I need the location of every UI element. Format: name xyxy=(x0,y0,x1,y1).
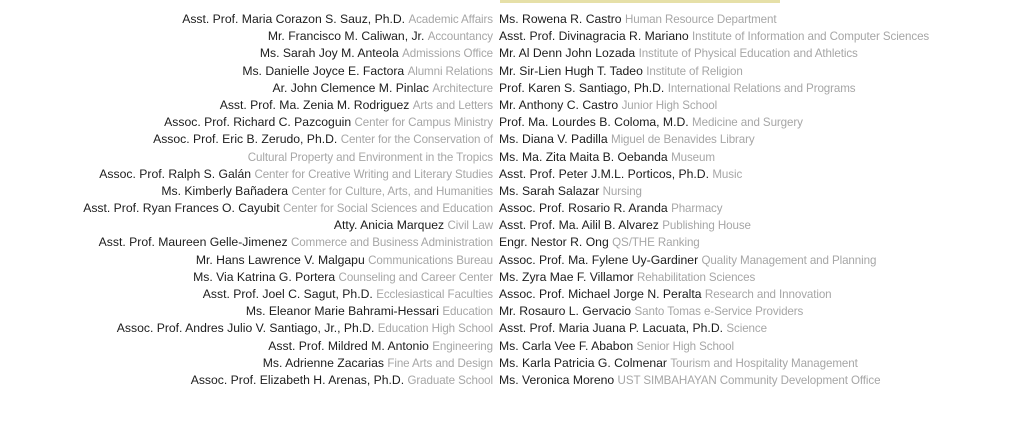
department-name: Ecclesiastical Faculties xyxy=(376,288,493,301)
department-name: Communications Bureau xyxy=(368,253,493,267)
directory-entry xyxy=(499,97,1019,114)
person-name: Ms. Kimberly Bañadera xyxy=(161,183,289,198)
directory-entry xyxy=(0,217,493,234)
department-name: Santo Tomas e-Service Providers xyxy=(634,305,804,319)
department-name: International Relations and Programs xyxy=(667,81,856,95)
person-name: Ms. Zyra Mae F. Villamor xyxy=(499,269,634,284)
department-name: Senior High School xyxy=(636,339,734,353)
directory-entry xyxy=(499,80,1019,97)
person-name: Ms. Rowena R. Castro xyxy=(499,12,622,26)
person-name: Assoc. Prof. Richard C. Pazcoguin xyxy=(164,115,352,130)
person-name: Ms. Sarah Salazar xyxy=(499,183,600,198)
department-name: Counseling and Career Center xyxy=(338,270,493,284)
directory-entry xyxy=(499,303,1019,320)
person-name: Asst. Prof. Joel C. Sagut, Ph.D. xyxy=(202,287,373,301)
directory-entry xyxy=(0,11,493,28)
person-name: Ar. John Clemence M. Pinlac xyxy=(272,80,429,95)
decorative-top-line xyxy=(500,0,780,3)
department-name: Nursing xyxy=(602,184,642,198)
department-name: Fine Arts and Design xyxy=(387,356,493,370)
directory-entry xyxy=(499,131,1019,148)
directory-entry xyxy=(499,355,1019,372)
person-name: Atty. Anicia Marquez xyxy=(333,218,445,233)
department-name: Human Resource Department xyxy=(624,13,777,26)
department-name: Tourism and Hospitality Management xyxy=(670,356,858,370)
person-name: Mr. Sir-Lien Hugh T. Tadeo xyxy=(499,63,643,78)
department-name: Music xyxy=(712,167,743,181)
department-name: Education High School xyxy=(377,322,493,336)
directory-entry xyxy=(499,286,1019,303)
directory-entry xyxy=(0,234,493,251)
department-name: Graduate School xyxy=(407,373,493,387)
person-name: Assoc. Prof. Andres Julio V. Santiago, Jr., Ph.D. xyxy=(116,321,375,336)
person-name: Asst. Prof. Ma. Zenia M. Rodriguez xyxy=(219,97,410,112)
directory-entry xyxy=(0,28,493,45)
department-name: Alumni Relations xyxy=(407,64,493,78)
directory-entry xyxy=(499,372,1019,389)
directory-entry xyxy=(0,114,493,131)
department-name: Miguel de Benavides Library xyxy=(611,133,755,147)
right-column xyxy=(499,11,1019,389)
directory-entry xyxy=(0,183,493,200)
department-name: Museum xyxy=(671,150,715,164)
directory-entry xyxy=(0,252,493,269)
directory-entry xyxy=(499,320,1019,337)
person-name: Assoc. Prof. Elizabeth H. Arenas, Ph.D. xyxy=(190,372,405,387)
directory-entry xyxy=(0,45,493,62)
department-name: Rehabilitation Sciences xyxy=(636,270,756,284)
directory-entry xyxy=(0,338,493,355)
person-name: Engr. Nestor R. Ong xyxy=(499,235,609,250)
person-name: Mr. Hans Lawrence V. Malgapu xyxy=(195,252,365,267)
person-name: Prof. Ma. Lourdes B. Coloma, M.D. xyxy=(499,115,689,130)
department-name: UST SIMBAHAYAN Community Development Office xyxy=(617,373,881,387)
department-name: Arts and Letters xyxy=(412,98,493,112)
department-name: Research and Innovation xyxy=(704,288,832,301)
department-name: Center for the Conservation of xyxy=(340,133,493,147)
person-name: Mr. Francisco M. Caliwan, Jr. xyxy=(267,29,425,44)
directory-entry xyxy=(499,114,1019,131)
person-name: Ms. Veronica Moreno xyxy=(499,372,615,387)
person-name: Asst. Prof. Divinagracia R. Mariano xyxy=(499,29,689,44)
department-name: Medicine and Surgery xyxy=(692,116,803,130)
department-name: Center for Social Sciences and Education xyxy=(283,202,493,216)
person-name: Ms. Adrienne Zacarias xyxy=(262,355,384,370)
department-name: Publishing House xyxy=(662,219,751,233)
department-name: Institute of Information and Computer Sciences xyxy=(692,30,930,44)
directory-entry xyxy=(499,63,1019,80)
person-name: Mr. Anthony C. Castro xyxy=(499,97,619,112)
directory-entry xyxy=(499,166,1019,183)
directory-entry xyxy=(499,217,1019,234)
directory-entry xyxy=(499,269,1019,286)
person-name: Asst. Prof. Ma. Ailil B. Alvarez xyxy=(499,218,659,233)
person-name: Ms. Carla Vee F. Ababon xyxy=(499,338,634,353)
department-name: Science xyxy=(726,322,767,336)
directory-entry xyxy=(0,131,493,148)
person-name: Mr. Al Denn John Lozada xyxy=(499,46,636,61)
person-name: Prof. Karen S. Santiago, Ph.D. xyxy=(499,80,665,95)
person-name: Assoc. Prof. Michael Jorge N. Peralta xyxy=(499,287,702,301)
directory-entry xyxy=(499,11,1019,28)
directory-entry xyxy=(0,320,493,337)
directory-entry xyxy=(0,97,493,114)
directory-entry xyxy=(0,372,493,389)
person-name: Ms. Karla Patricia G. Colmenar xyxy=(499,355,667,370)
department-name: Quality Management and Planning xyxy=(701,253,877,267)
directory-entry xyxy=(499,234,1019,251)
person-name: Ms. Danielle Joyce E. Factora xyxy=(242,63,405,78)
department-name: Commerce and Business Administration xyxy=(291,236,493,250)
person-name: Asst. Prof. Mildred M. Antonio xyxy=(268,338,429,353)
person-name: Ms. Ma. Zita Maita B. Oebanda xyxy=(499,149,668,164)
department-name: Junior High School xyxy=(621,98,718,112)
directory-entry xyxy=(0,286,493,303)
person-name: Asst. Prof. Maria Corazon S. Sauz, Ph.D. xyxy=(182,12,406,26)
department-name: Institute of Physical Education and Athletics xyxy=(638,47,858,61)
directory-entry xyxy=(499,200,1019,217)
left-column xyxy=(0,11,493,389)
person-name: Asst. Prof. Maureen Gelle-Jimenez xyxy=(98,235,288,250)
person-name: Assoc. Prof. Ralph S. Galán xyxy=(99,166,252,181)
department-name: Civil Law xyxy=(447,219,493,233)
person-name: Asst. Prof. Maria Juana P. Lacuata, Ph.D. xyxy=(499,321,724,336)
person-name: Assoc. Prof. Eric B. Zerudo, Ph.D. xyxy=(153,132,338,147)
person-name: Ms. Diana V. Padilla xyxy=(499,132,608,147)
person-name: Asst. Prof. Ryan Frances O. Cayubit xyxy=(83,201,280,216)
department-name: Institute of Religion xyxy=(646,64,743,78)
directory-entry xyxy=(0,355,493,372)
department-name: Accountancy xyxy=(427,30,493,44)
directory-entry xyxy=(0,149,493,166)
department-name: Center for Culture, Arts, and Humanities xyxy=(291,184,493,198)
directory-entry xyxy=(499,45,1019,62)
directory-entry xyxy=(0,80,493,97)
directory-entry xyxy=(0,269,493,286)
person-name: Mr. Rosauro L. Gervacio xyxy=(499,304,632,319)
department-name: Engineering xyxy=(432,339,493,353)
department-name: Pharmacy xyxy=(671,202,723,216)
department-name: Admissions Office xyxy=(402,47,493,61)
directory-entry xyxy=(499,183,1019,200)
person-name: Assoc. Prof. Rosario R. Aranda xyxy=(499,201,668,216)
department-name: Architecture xyxy=(432,81,493,95)
directory-entry xyxy=(0,63,493,80)
person-name: Assoc. Prof. Ma. Fylene Uy-Gardiner xyxy=(499,252,699,267)
directory-entry xyxy=(499,149,1019,166)
person-name: Asst. Prof. Peter J.M.L. Porticos, Ph.D. xyxy=(499,166,709,181)
directory-entry xyxy=(499,252,1019,269)
person-name: Ms. Via Katrina G. Portera xyxy=(193,269,336,284)
department-name: Cultural Property and Environment in the Tropics xyxy=(247,150,493,164)
department-name: QS/THE Ranking xyxy=(612,236,700,250)
department-name: Center for Creative Writing and Literary Studies xyxy=(254,167,493,181)
person-name: Ms. Eleanor Marie Bahrami-Hessari xyxy=(245,304,439,319)
person-name: Ms. Sarah Joy M. Anteola xyxy=(259,46,399,61)
directory-entry xyxy=(0,303,493,320)
department-name: Center for Campus Ministry xyxy=(354,116,493,130)
directory-entry xyxy=(499,28,1019,45)
department-name: Academic Affairs xyxy=(408,13,493,26)
directory-entry xyxy=(0,200,493,217)
directory-entry xyxy=(499,338,1019,355)
directory-entry xyxy=(0,166,493,183)
department-name: Education xyxy=(442,305,493,319)
